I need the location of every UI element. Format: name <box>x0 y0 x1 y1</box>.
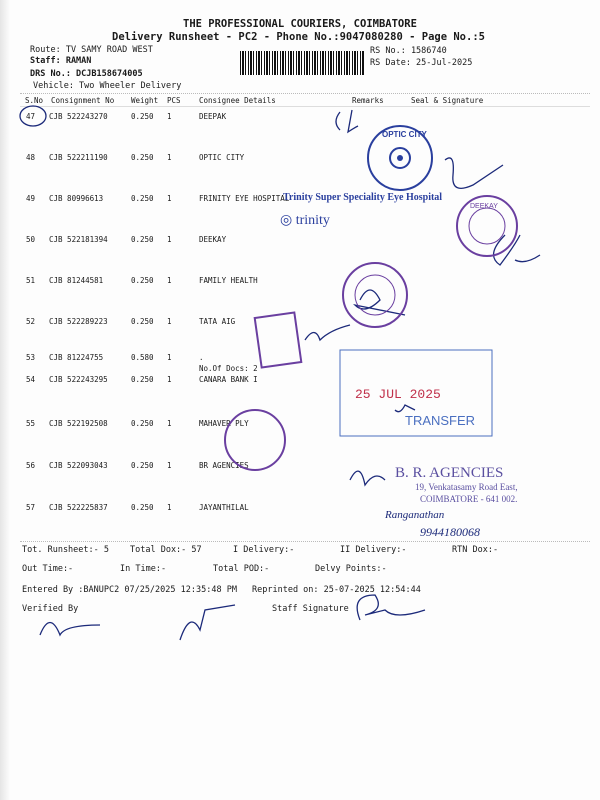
col-consignment: Consignment No <box>51 96 115 105</box>
cell-pcs: 1 <box>167 194 172 203</box>
cell-name: DEEPAK <box>199 112 227 121</box>
cell-cn: CJB 522211190 <box>49 153 108 162</box>
drs-number: DRS No.: DCJB158674005 <box>30 69 143 79</box>
entered-by: Entered By :BANUPC2 07/25/2025 12:35:48 PM <box>22 585 237 595</box>
cell-cn: CJB 522289223 <box>49 317 108 326</box>
col-consignee: Consignee Details <box>199 96 276 105</box>
cell-name: JAYANTHILAL <box>199 503 249 512</box>
trinity-stamp <box>280 192 442 228</box>
cell-sno: 53 <box>26 353 36 362</box>
col-weight: Weight <box>131 96 159 105</box>
signature-verified-2 <box>180 605 235 640</box>
route: Route: TV SAMY ROAD WEST <box>30 45 153 55</box>
cell-sno: 51 <box>26 276 36 285</box>
cell-name: DEEKAY <box>199 235 227 244</box>
company-title: THE PROFESSIONAL COURIERS, COIMBATORE <box>183 18 417 30</box>
i-delivery: I Delivery:- <box>233 545 295 555</box>
svg-text:DEEKAY: DEEKAY <box>470 203 498 210</box>
cell-pcs: 1 <box>167 317 172 326</box>
svg-text:9944180068: 9944180068 <box>420 525 480 539</box>
cell-sno: 49 <box>26 194 36 203</box>
cell-sno: 55 <box>26 419 36 428</box>
cell-cn: CJB 80996613 <box>49 194 104 203</box>
tata-stamp <box>255 312 302 367</box>
cell-cn: CJB 522192508 <box>49 419 108 428</box>
footer-divider <box>20 541 590 542</box>
svg-text:B. R. AGENCIES: B. R. AGENCIES <box>395 465 504 481</box>
total-dox: Total Dox:- 57 <box>130 545 202 555</box>
cell-wt: 0.250 <box>131 235 154 244</box>
cell-wt: 0.250 <box>131 112 154 121</box>
svg-text:TRANSFER: TRANSFER <box>405 413 476 428</box>
bank-stamp <box>340 350 492 436</box>
svg-text:COIMBATORE - 641 002.: COIMBATORE - 641 002. <box>420 494 518 504</box>
signature-br <box>350 471 385 485</box>
cell-name: FAMILY HEALTH <box>199 276 258 285</box>
runsheet-subtitle: Delivery Runsheet - PC2 - Phone No.:9047080280 - Page No.:5 <box>112 31 485 43</box>
reprinted-on: Reprinted on: 25-07-2025 12:54:44 <box>252 585 421 595</box>
cell-sno: 54 <box>26 375 36 384</box>
signature-deekay <box>494 235 540 265</box>
signature-staff <box>357 595 425 620</box>
col-remarks: Remarks <box>352 96 384 105</box>
scan-edge-shadow <box>0 0 10 800</box>
cell-cn: CJB 81244581 <box>49 276 104 285</box>
cell-cn: CJB 522243295 <box>49 375 108 384</box>
cell-sno: 48 <box>26 153 36 162</box>
col-seal: Seal & Signature <box>411 96 484 105</box>
rtn-dox: RTN Dox:- <box>452 545 499 555</box>
signature-optic <box>445 158 503 188</box>
cell-name: TATA AIG <box>199 317 236 326</box>
cell-cn: CJB 81224755 <box>49 353 104 362</box>
cell-wt: 0.250 <box>131 503 154 512</box>
cell-pcs: 1 <box>167 419 172 428</box>
svg-text:25 JUL 2025: 25 JUL 2025 <box>355 387 441 402</box>
cell-pcs: 1 <box>167 375 172 384</box>
cell-sno: 52 <box>26 317 36 326</box>
family-health-stamp <box>343 263 407 327</box>
svg-text:19, Venkatasamy Road East,: 19, Venkatasamy Road East, <box>415 482 518 492</box>
delvy-points: Delvy Points:- <box>315 564 387 574</box>
col-pcs: PCS <box>167 96 181 105</box>
signature-tata <box>305 325 350 340</box>
cell-wt: 0.250 <box>131 153 154 162</box>
cell-cn: CJB 522243270 <box>49 112 108 121</box>
cell-cn: CJB 522225837 <box>49 503 108 512</box>
br-agencies-stamp <box>384 465 518 539</box>
cell-name: CANARA BANK I <box>199 375 258 384</box>
svg-text:Ranganathan: Ranganathan <box>385 509 445 521</box>
cell-note: No.Of Docs: 2 <box>199 364 258 373</box>
cell-pcs: 1 <box>167 503 172 512</box>
cell-wt: 0.250 <box>131 317 154 326</box>
cell-pcs: 1 <box>167 461 172 470</box>
rs-number: RS No.: 1586740 <box>370 46 447 56</box>
cell-sno: 50 <box>26 235 36 244</box>
cell-pcs: 1 <box>167 235 172 244</box>
tot-runsheet: Tot. Runsheet:- 5 <box>22 545 109 555</box>
out-time: Out Time:- <box>22 564 74 574</box>
table-header-divider <box>20 106 590 107</box>
signature-deepak <box>336 110 358 132</box>
cell-wt: 0.250 <box>131 419 154 428</box>
ii-delivery: II Delivery:- <box>340 545 407 555</box>
rs-date: RS Date: 25-Jul-2025 <box>370 58 473 68</box>
cell-pcs: 1 <box>167 153 172 162</box>
signature-family <box>355 290 405 315</box>
in-time: In Time:- <box>120 564 167 574</box>
cell-pcs: 1 <box>167 276 172 285</box>
cell-name: OPTIC CITY <box>199 153 245 162</box>
header-divider <box>20 93 590 94</box>
verified-by: Verified By <box>22 604 79 614</box>
cell-cn: CJB 522093043 <box>49 461 108 470</box>
col-sno: S.No <box>25 96 44 105</box>
staff-signature-label: Staff Signature <box>272 604 349 614</box>
vehicle: Vehicle: Two Wheeler Delivery <box>33 81 182 91</box>
cell-name: . <box>199 353 204 362</box>
total-pod: Total POD:- <box>213 564 270 574</box>
cell-cn: CJB 522181394 <box>49 235 108 244</box>
staff: Staff: RAMAN <box>30 56 92 66</box>
cell-name: MAHAVER PLY <box>199 419 249 428</box>
cell-wt: 0.250 <box>131 194 154 203</box>
optic-city-stamp <box>368 126 432 190</box>
deekay-stamp <box>457 196 517 256</box>
cell-name: BR AGENCIES <box>199 461 249 470</box>
barcode <box>240 51 364 75</box>
signature-verified-1 <box>40 623 100 636</box>
cell-wt: 0.580 <box>131 353 154 362</box>
cell-pcs: 1 <box>167 112 172 121</box>
svg-text:◎ trinity: ◎ trinity <box>280 213 330 228</box>
cell-sno: 47 <box>26 112 36 121</box>
cell-wt: 0.250 <box>131 276 154 285</box>
cell-sno: 56 <box>26 461 36 470</box>
svg-text:OPTIC CITY: OPTIC CITY <box>382 130 427 139</box>
cell-wt: 0.250 <box>131 461 154 470</box>
cell-name: FRINITY EYE HOSPITAL <box>199 194 290 203</box>
svg-text:Trinity Super Speciality Eye H: Trinity Super Speciality Eye Hospital <box>283 192 443 203</box>
cell-pcs: 1 <box>167 353 172 362</box>
signature-bank <box>395 405 415 412</box>
cell-sno: 57 <box>26 503 36 512</box>
cell-wt: 0.250 <box>131 375 154 384</box>
